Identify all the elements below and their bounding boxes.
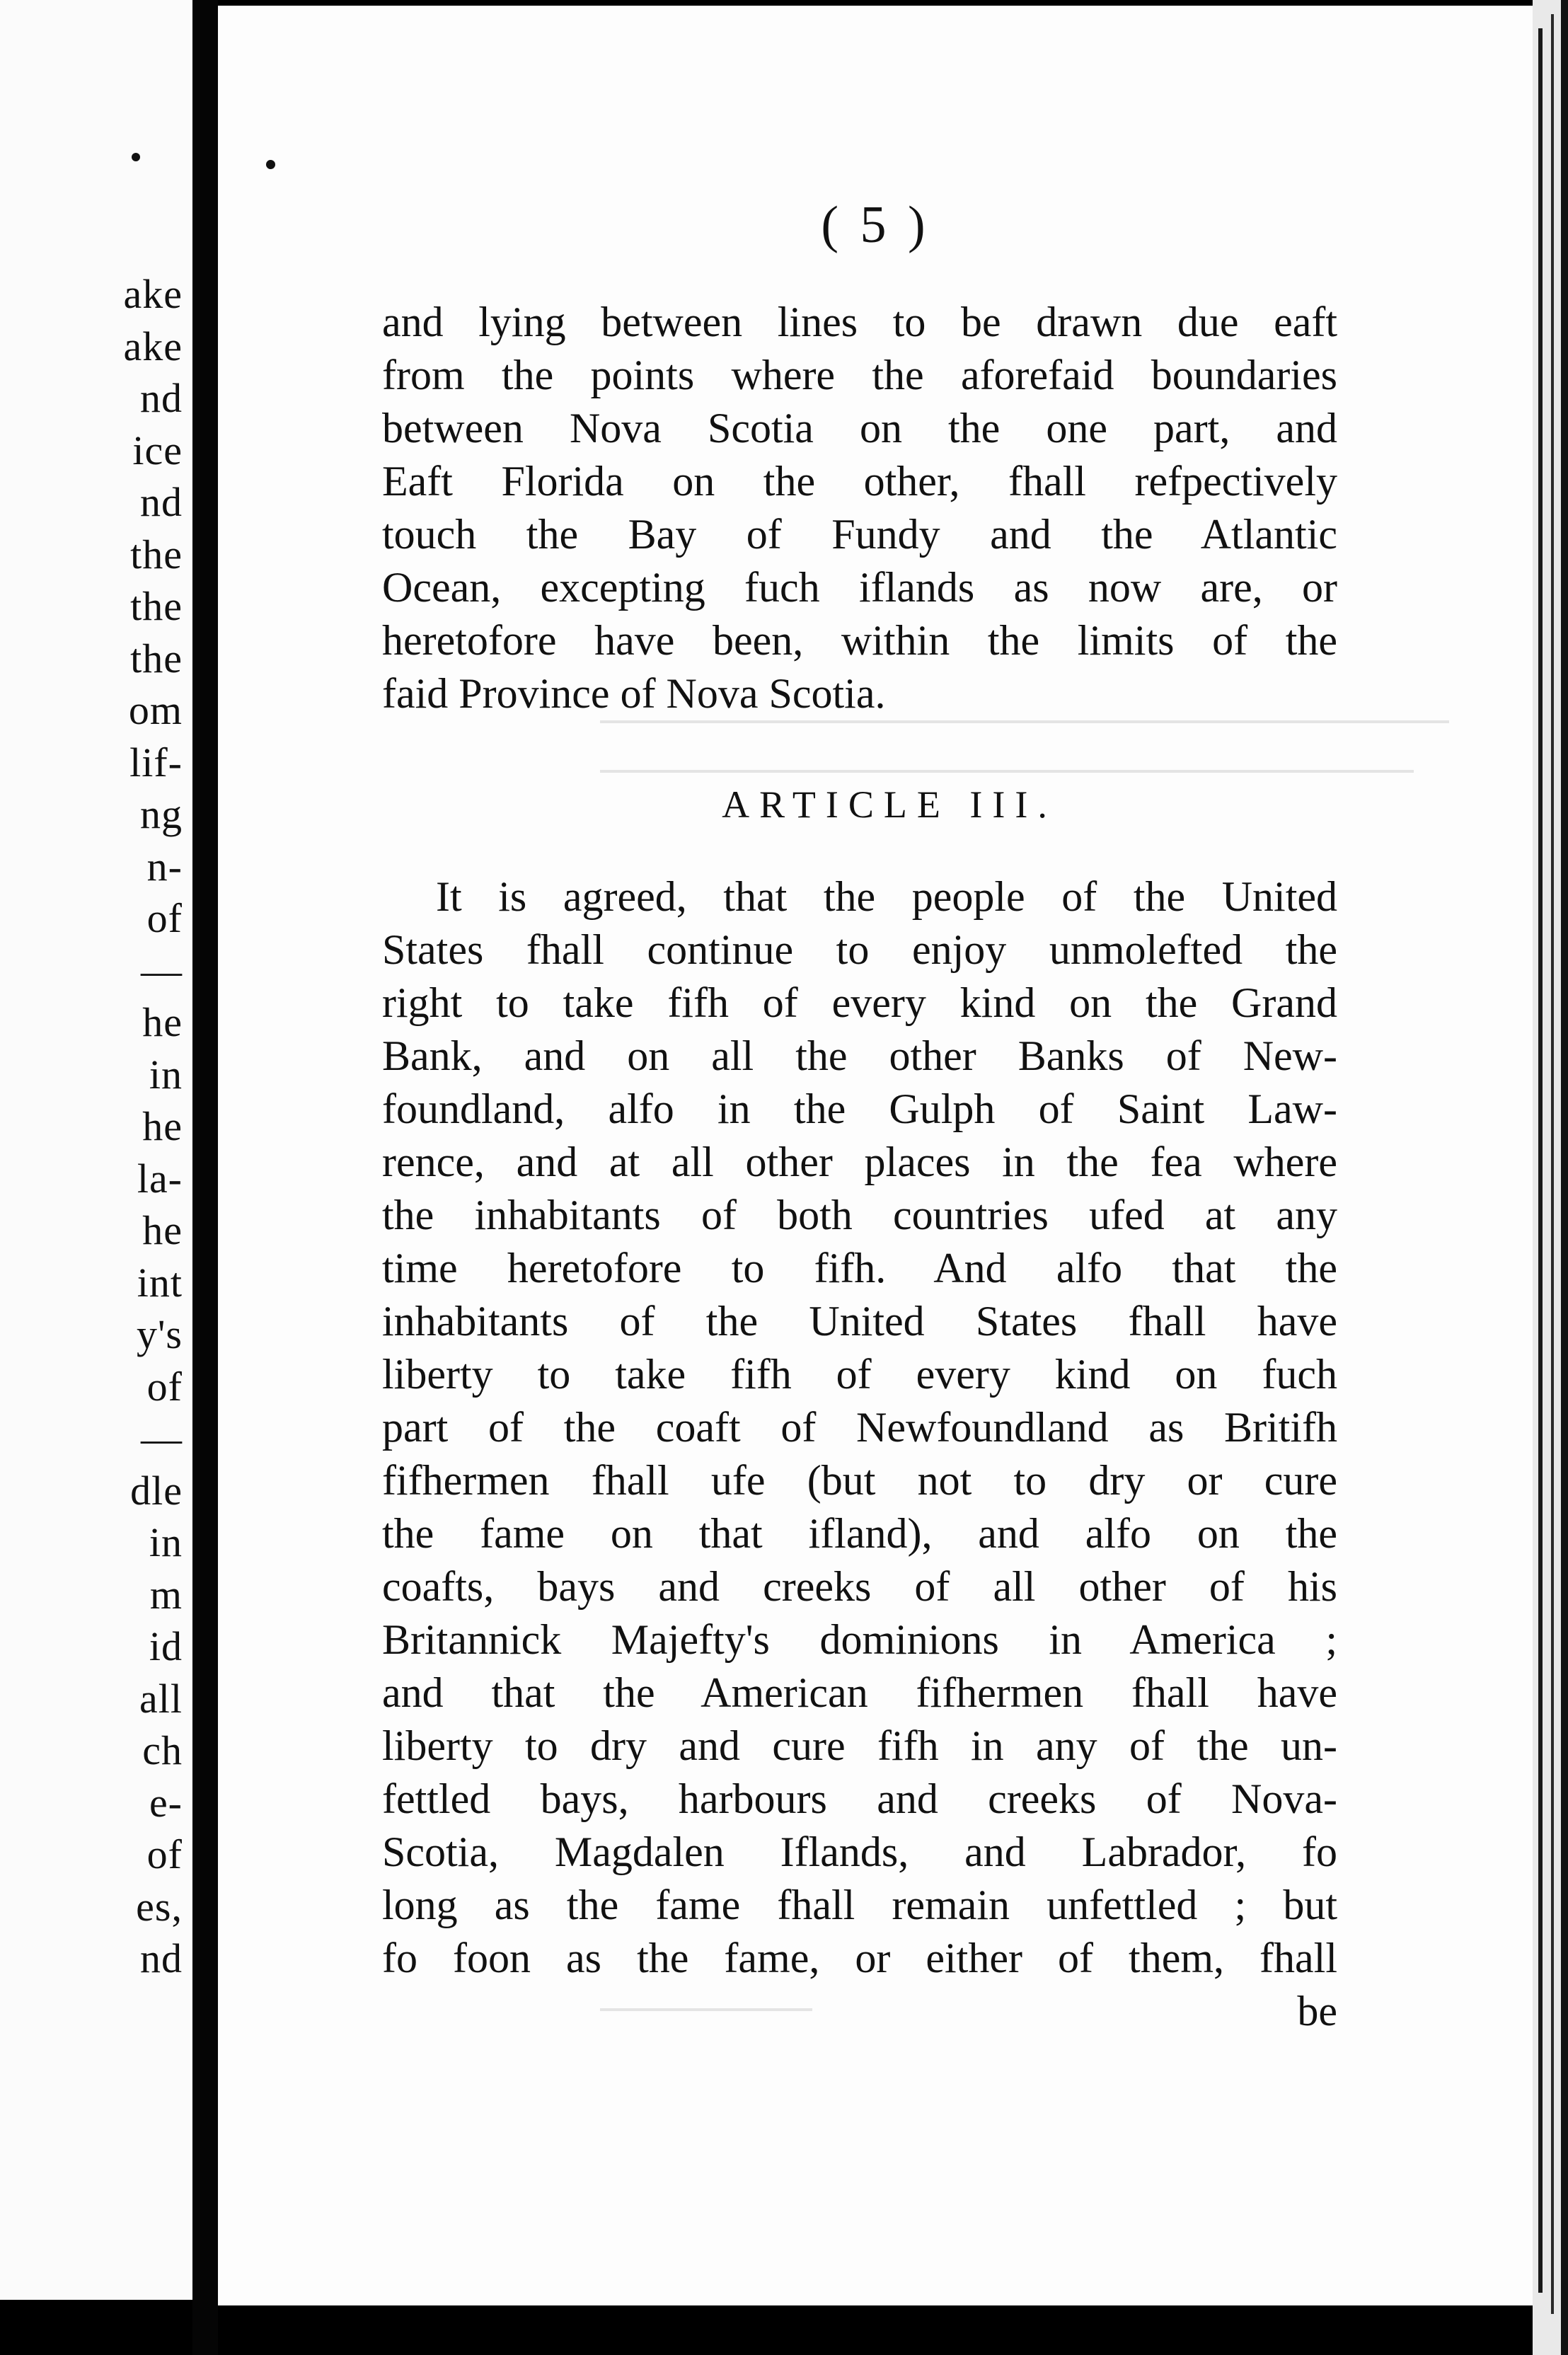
text-line: foundland, alfo in the Gulph of Saint Law- bbox=[382, 1086, 1337, 1132]
text-line: fifhermen fhall ufe (but not to dry or cure bbox=[382, 1457, 1337, 1504]
facing-page-fragment-text: ake bbox=[123, 271, 183, 317]
text-line: touch the Bay of Fundy and the Atlantic bbox=[382, 511, 1337, 558]
text-line: Scotia, Magdalen Iflands, and Labrador, fo bbox=[382, 1829, 1337, 1875]
text-line: the fame on that ifland), and alfo on the bbox=[382, 1510, 1337, 1557]
text-line: between Nova Scotia on the one part, and bbox=[382, 405, 1337, 451]
text-line: and lying between lines to be drawn due eaft bbox=[382, 299, 1337, 345]
text-line: coafts, bays and creeks of all other of his bbox=[382, 1563, 1337, 1610]
facing-page-fragment-text: the bbox=[130, 635, 183, 681]
facing-page-fragment-text: ake bbox=[123, 323, 183, 369]
facing-page-fragment-text: of bbox=[146, 895, 183, 941]
facing-page-fragment-text: y's bbox=[136, 1311, 183, 1357]
text-line: Eaft Florida on the other, fhall refpectively bbox=[382, 458, 1337, 505]
facing-page-fragment-text: ice bbox=[132, 427, 183, 473]
text-line: States fhall continue to enjoy unmolefted the bbox=[382, 926, 1337, 973]
bleed-through-mark bbox=[600, 770, 1414, 773]
bleed-through-mark bbox=[600, 2008, 812, 2011]
facing-page-fragment-text: om bbox=[128, 687, 183, 733]
text-line: right to take fifh of every kind on the Grand bbox=[382, 979, 1337, 1026]
facing-page-fragment-text: in bbox=[149, 1519, 183, 1565]
facing-page-fragment-text: lif- bbox=[129, 739, 183, 785]
facing-page-fragment-text: m bbox=[149, 1572, 183, 1618]
facing-page-fragment bbox=[0, 0, 192, 2300]
text-line: rence, and at all other places in the fea where bbox=[382, 1139, 1337, 1185]
main-page bbox=[218, 6, 1533, 2305]
text-line: faid Province of Nova Scotia. bbox=[382, 670, 886, 717]
ink-dot bbox=[266, 160, 275, 169]
bleed-through-mark bbox=[600, 720, 1449, 723]
text-line: inhabitants of the United States fhall have bbox=[382, 1298, 1337, 1345]
article-iii-paragraph bbox=[382, 870, 1337, 1985]
page-number: ( 5 ) bbox=[821, 196, 930, 254]
book-gutter bbox=[192, 0, 218, 2355]
text-line: Britannick Majefty's dominions in America ; bbox=[382, 1616, 1337, 1663]
facing-page-fragment-text: es, bbox=[136, 1884, 183, 1930]
text-line: It is agreed, that the people of the United bbox=[436, 873, 1337, 920]
facing-page-fragment-text: in bbox=[149, 1052, 183, 1098]
article-heading: ARTICLE III. bbox=[722, 783, 1057, 826]
text-line: and that the American fifhermen fhall have bbox=[382, 1669, 1337, 1716]
facing-page-fragment-text: id bbox=[149, 1623, 183, 1669]
facing-page-fragment-text: nd bbox=[140, 479, 183, 525]
facing-page-fragment-text: e- bbox=[149, 1780, 183, 1826]
facing-page-fragment-text: — bbox=[141, 1415, 183, 1461]
page-edge-line bbox=[1561, 0, 1568, 2355]
page-edge-line bbox=[1538, 28, 1543, 2293]
page-edge-line bbox=[1551, 14, 1554, 2314]
text-line: fettled bays, harbours and creeks of Nova- bbox=[382, 1775, 1337, 1822]
facing-page-fragment-text: nd bbox=[140, 1935, 183, 1981]
text-line: heretofore have been, within the limits of the bbox=[382, 617, 1337, 664]
facing-page-fragment-text: dle bbox=[130, 1468, 183, 1514]
text-line: the inhabitants of both countries ufed at any bbox=[382, 1192, 1337, 1238]
facing-page-fragment-text: ch bbox=[142, 1727, 183, 1773]
text-line: from the points where the aforefaid boundaries bbox=[382, 352, 1337, 398]
text-line: fo foon as the fame, or either of them, fhall bbox=[382, 1935, 1337, 1981]
paragraph-continuation bbox=[382, 296, 1337, 720]
facing-page-fragment-text: nd bbox=[140, 375, 183, 421]
facing-page-fragment-text: — bbox=[141, 948, 183, 994]
facing-page-fragment-text: la- bbox=[137, 1156, 183, 1202]
facing-page-fragment-text: n- bbox=[146, 843, 183, 889]
facing-page-fragment-text: the bbox=[130, 583, 183, 629]
text-line: time heretofore to fifh. And alfo that the bbox=[382, 1245, 1337, 1291]
text-line: liberty to dry and cure fifh in any of the un- bbox=[382, 1722, 1337, 1769]
text-line: long as the fame fhall remain unfettled ; but bbox=[382, 1882, 1337, 1928]
facing-page-fragment-text: he bbox=[142, 1207, 183, 1253]
facing-page-fragment-text: of bbox=[146, 1831, 183, 1877]
facing-page-fragment-text: he bbox=[142, 999, 183, 1045]
facing-page-fragment-text: ng bbox=[140, 791, 183, 837]
facing-page-fragment-text: the bbox=[130, 531, 183, 577]
facing-page-fragment-text: he bbox=[142, 1103, 183, 1149]
facing-page-fragment-text: int bbox=[137, 1260, 183, 1306]
facing-page-fragment-text: of bbox=[146, 1364, 183, 1410]
page-stack-edge bbox=[1533, 0, 1568, 2355]
text-line: part of the coaft of Newfoundland as Britifh bbox=[382, 1404, 1337, 1451]
text-line: liberty to take fifh of every kind on fuch bbox=[382, 1351, 1337, 1398]
facing-page-fragment-text: all bbox=[139, 1676, 183, 1722]
ink-dot bbox=[132, 153, 140, 161]
text-line: Bank, and on all the other Banks of New- bbox=[382, 1032, 1337, 1079]
text-line: Ocean, excepting fuch iflands as now are, or bbox=[382, 564, 1337, 611]
catchword: be bbox=[1297, 1988, 1337, 2034]
